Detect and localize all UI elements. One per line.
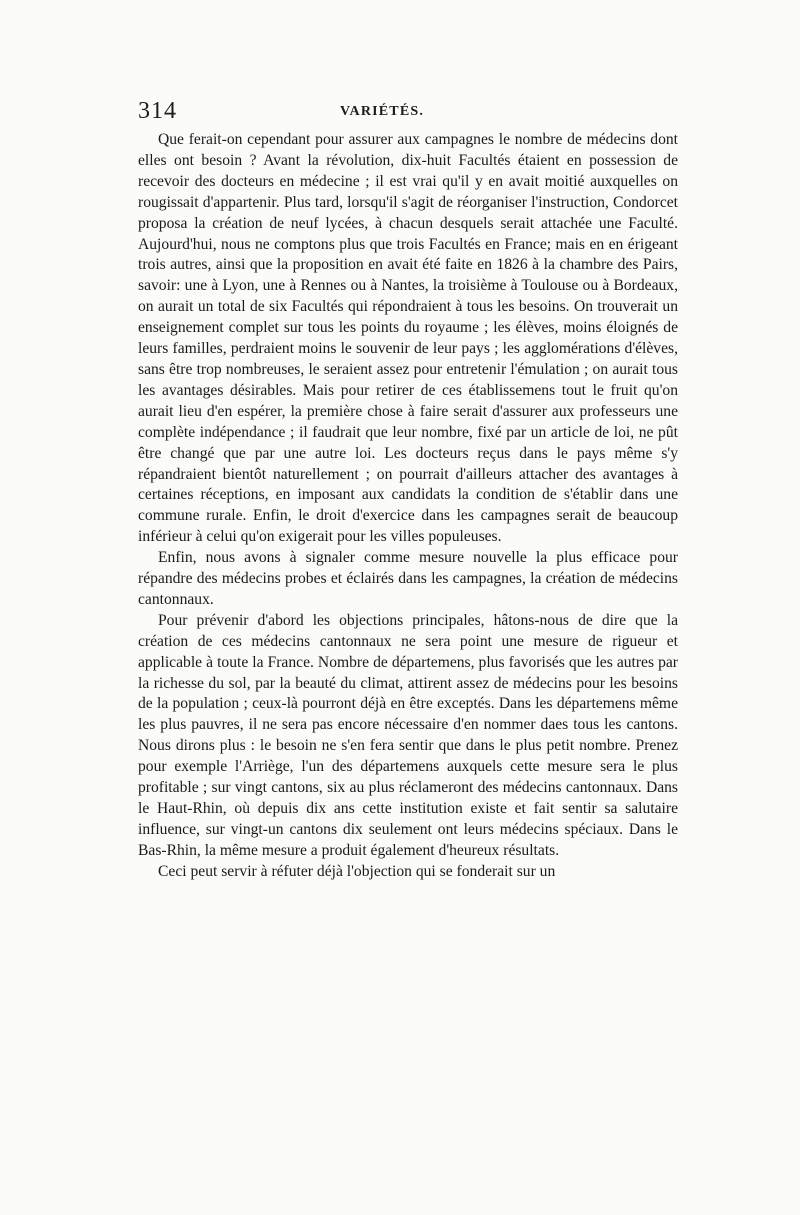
page-header: [138, 98, 678, 124]
paragraph: Que ferait-on cependant pour assurer aux campagnes le nombre de médecins dont elles ont besoin ? Avant la révolution, dix-huit Facultés étaient en possession de recevoir des docteurs en médecine ; il est vrai qu'il y en avait moitié auxquelles on rougissait d'appartenir. Plus tard, lorsqu'il s'agit de réorganiser l'instruction, Condorcet proposa la création de neuf lycées, à chacun desquels serait attachée une Faculté. Aujourd'hui, nous ne comptons plus que trois Facultés en France; mais en en érigeant trois autres, ainsi que la proposition en avait été faite en 1826 à la chambre des Pairs, savoir: une à Lyon, une à Rennes ou à Nantes, la troisième à Toulouse ou à Bordeaux, on aurait un total de six Facultés qui répondraient à tous les besoins. On trouverait un enseignement complet sur tous les points du royaume ; les élèves, moins éloignés de leurs familles, perdraient moins le souvenir de leur pays ; les agglomérations d'élèves, sans être trop nombreuses, le seraient assez pour entretenir l'émulation ; on aurait tous les avantages désirables. Mais pour retirer de ces établissemens tout le fruit qu'on aurait lieu d'en espérer, la première chose à faire serait d'assurer aux professeurs une complète indépendance ; il faudrait que leur nombre, fixé par un article de loi, ne pût être changé que par une autre loi. Les docteurs reçus dans le pays même s'y répandraient bientôt naturellement ; on pourrait d'ailleurs attacher des avantages à certaines réceptions, en imposant aux candidats la condition de s'établir dans une commune rurale. Enfin, le droit d'exercice dans les campagnes serait de beaucoup inférieur à celui qu'on exigerait pour les villes populeuses.: [138, 131, 678, 546]
paragraph: Pour prévenir d'abord les objections principales, hâtons-nous de dire que la création de ces médecins cantonnaux ne sera point une mesure de rigueur et applicable à toute la France. Nombre de départemens, plus favorisés que les autres par la richesse du sol, par la beauté du climat, attirent assez de médecins pour les besoins de la population ; ceux-là pourront déjà en être exceptés. Dans les départemens même les plus pauvres, il ne sera pas encore nécessaire d'en nommer daes tous les cantons. Nous dirons plus : le besoin ne s'en fera sentir que dans le plus petit nombre. Prenez pour exemple l'Arriège, l'un des départemens auxquels cette mesure sera le plus profitable ; sur vingt cantons, six au plus réclameront des médecins cantonnaux. Dans le Haut-Rhin, où depuis dix ans cette institution existe et fait sentir sa salutaire influence, sur vingt-un cantons dix seulement ont leurs médecins spéciaux. Dans le Bas-Rhin, la même mesure a produit également d'heureux résultats.: [138, 611, 678, 859]
body-text: [138, 130, 678, 883]
paragraph: Enfin, nous avons à signaler comme mesure nouvelle la plus efficace pour répandre des médecins probes et éclairés dans les campagnes, la création de médecins cantonnaux.: [138, 549, 678, 608]
running-title: VARIÉTÉS.: [340, 104, 425, 119]
paragraph: Ceci peut servir à réfuter déjà l'objection qui se fonderait sur un: [158, 862, 556, 880]
page-number: 314: [138, 98, 177, 124]
